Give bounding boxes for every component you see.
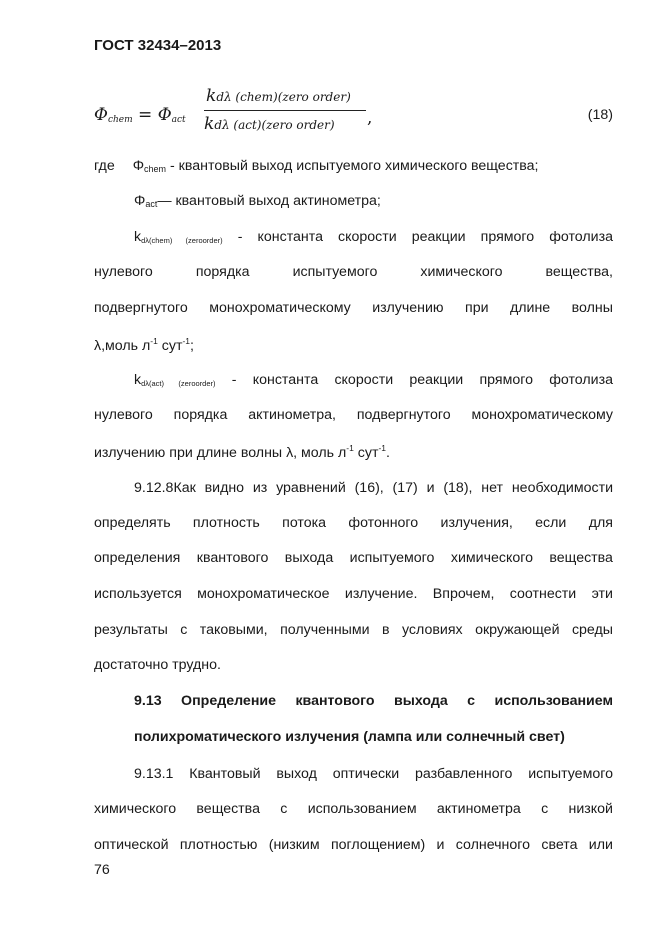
def-k-act-line3: излучению при длине волны λ, моль $л^{-1}$ сут$^{-1}$. (94, 443, 390, 461)
fraction-bar (204, 110, 366, 111)
def-phi-chem: где $\Phi_{chem}$ - квантовый выход испытуемого химического вещества; (94, 158, 539, 174)
section-913-heading-line1: 9.13 Определение квантового выхода с использованием (134, 693, 613, 709)
para-9128-line2: определять плотность потока фотонного излучения, если для (94, 515, 613, 531)
para-9128-line1: 9.12.8Как видно из уравнений (16), (17) и (18), нет необходимости (134, 480, 613, 496)
para-9128-last: достаточно трудно. (94, 657, 221, 673)
para-9131-line2: химического вещества с использованием актинометра с низкой (94, 801, 613, 817)
para-9128-line5: результаты с таковыми, полученными в условиях окружающей среды (94, 622, 613, 638)
formula-lhs: $\Phi_{chem} = \Phi_{act}$ (94, 105, 186, 125)
def-k-chem-line2: нулевого порядка испытуемого химического вещества, (94, 264, 613, 280)
phi-symbol: Φ (94, 105, 108, 125)
def-k-act-line2: нулевого порядка актинометра, подвергнутого монохроматическому (94, 407, 613, 423)
fraction-denominator: kdλ (act)(zero order) (204, 114, 335, 134)
def-k-chem-line3: подвергнутого монохроматическому излучению при длине волны (94, 300, 613, 316)
def-phi-act: $\Phi_{act}—$ квантовый выход актинометра; (134, 193, 381, 209)
para-9131-line3: оптической плотностью (низким поглощением) и солнечного света или (94, 837, 613, 853)
para-9131-line1: 9.13.1 Квантовый выход оптически разбавленного испытуемого (134, 766, 613, 782)
page-number: 76 (94, 862, 110, 878)
section-913-heading-line2: полихроматического излучения (лампа или солнечный свет) (134, 729, 565, 745)
para-9128-line3: определения квантового выхода испытуемого химического вещества (94, 550, 613, 566)
def-k-act-line1: $k_{d\lambda(act) (zeroorder)}$ - константа скорости реакции прямого фотолиза (134, 372, 613, 388)
equation-number: (18) (587, 107, 613, 123)
def-k-chem-line4: λ,моль $л^{-1}$ сут$^{-1}$; (94, 336, 194, 354)
fraction-numerator: kdλ (chem)(zero order) (206, 86, 351, 106)
document-header: ГОСТ 32434–2013 (94, 37, 222, 54)
def-k-chem-line1: $k_{d\lambda(chem) (zeroorder)}$ - константа скорости реакции прямого фотолиза (134, 229, 613, 245)
para-9128-line4: используется монохроматическое излучение. Впрочем, соотнести эти (94, 586, 613, 602)
